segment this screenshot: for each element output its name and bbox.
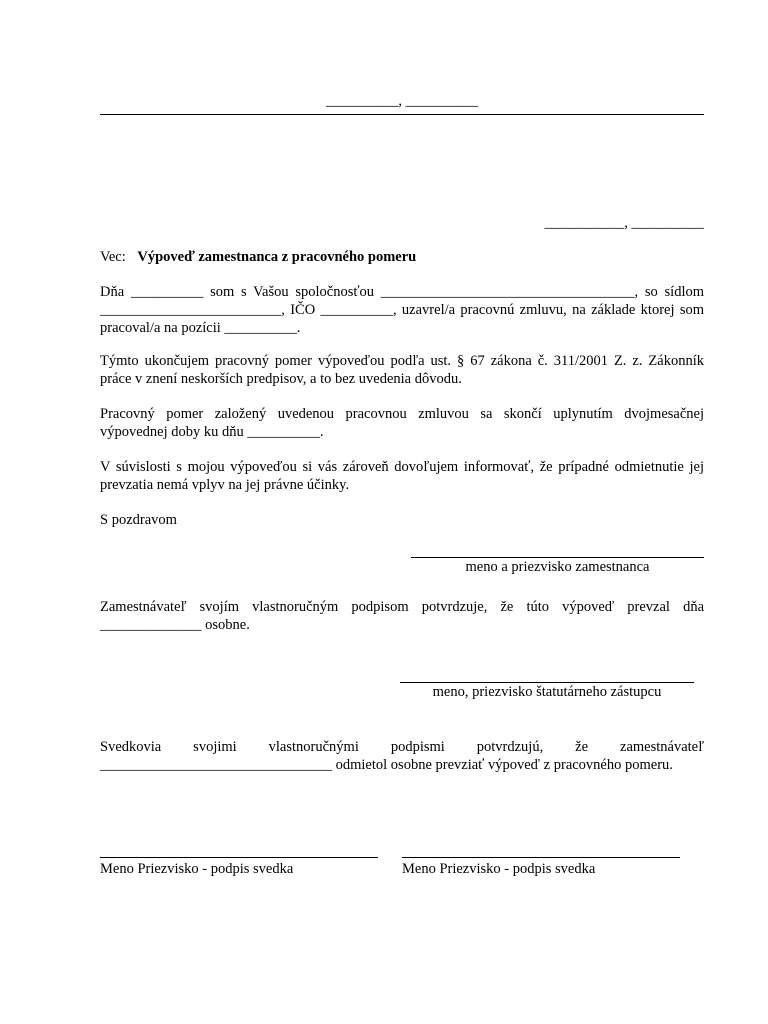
paragraph-termination: Týmto ukončujem pracovný pomer výpoveďou podľa ust. § 67 zákona č. 311/2001 Z. z. Zákonník práce v znení neskorších predpisov, a to bez uvedenia dôvodu.	[100, 353, 704, 387]
statutory-signature-block	[400, 682, 694, 701]
paragraph-employment-contract: Dňa __________ som s Vašou spoločnosťou ___________________________________, so sídlom _________________________, IČO __________, uzavrel/a pracovnú zmluvu, na základe ktorej som pracoval/a na pozícii __________.	[100, 284, 704, 336]
employer-confirmation: Zamestnávateľ svojím vlastnoručným podpisom potvrdzuje, že túto výpoveď prevzal dňa ______________ osobne.	[100, 599, 704, 633]
witness-caption-right: Meno Priezvisko - podpis svedka	[402, 861, 596, 877]
witness-signature-line-left	[100, 857, 378, 858]
employee-signature-caption: meno a priezvisko zamestnanca	[465, 559, 650, 575]
document-page	[100, 0, 704, 1024]
greeting: S pozdravom	[100, 512, 177, 528]
statutory-signature-caption: meno, priezvisko štatutárneho zástupcu	[432, 684, 662, 700]
subject-label: Vec:	[100, 249, 126, 265]
header-rule	[100, 114, 704, 115]
witness-signature-left	[100, 857, 378, 878]
subject-title: Výpoveď zamestnanca z pracovného pomeru	[137, 249, 417, 265]
employee-signature-block	[411, 557, 704, 576]
witness-caption-left: Meno Priezvisko - podpis svedka	[100, 861, 294, 877]
paragraph-notice-period: Pracovný pomer založený uvedenou pracovnou zmluvou sa skončí uplynutím dvojmesačnej výpovednej doby ku dňu __________.	[100, 406, 704, 440]
paragraph-refusal-effect: V súvislosti s mojou výpoveďou si vás zároveň dovoľujem informovať, že prípadné odmietnutie jej prevzatia nemá vplyv na jej právne účinky.	[100, 459, 704, 493]
witness-signature-right	[402, 857, 680, 878]
place-date-line: ___________, __________	[544, 215, 704, 231]
subject-line	[100, 248, 416, 266]
witness-signature-line-right	[402, 857, 680, 858]
witness-statement: Svedkovia svojimi vlastnoručnými podpismi potvrdzujú, že zamestnávateľ ________________________________ odmietol osobne prevziať výpoveď z pracovného pomeru.	[100, 739, 704, 773]
header-place-date-blanks: __________, __________	[325, 93, 479, 109]
